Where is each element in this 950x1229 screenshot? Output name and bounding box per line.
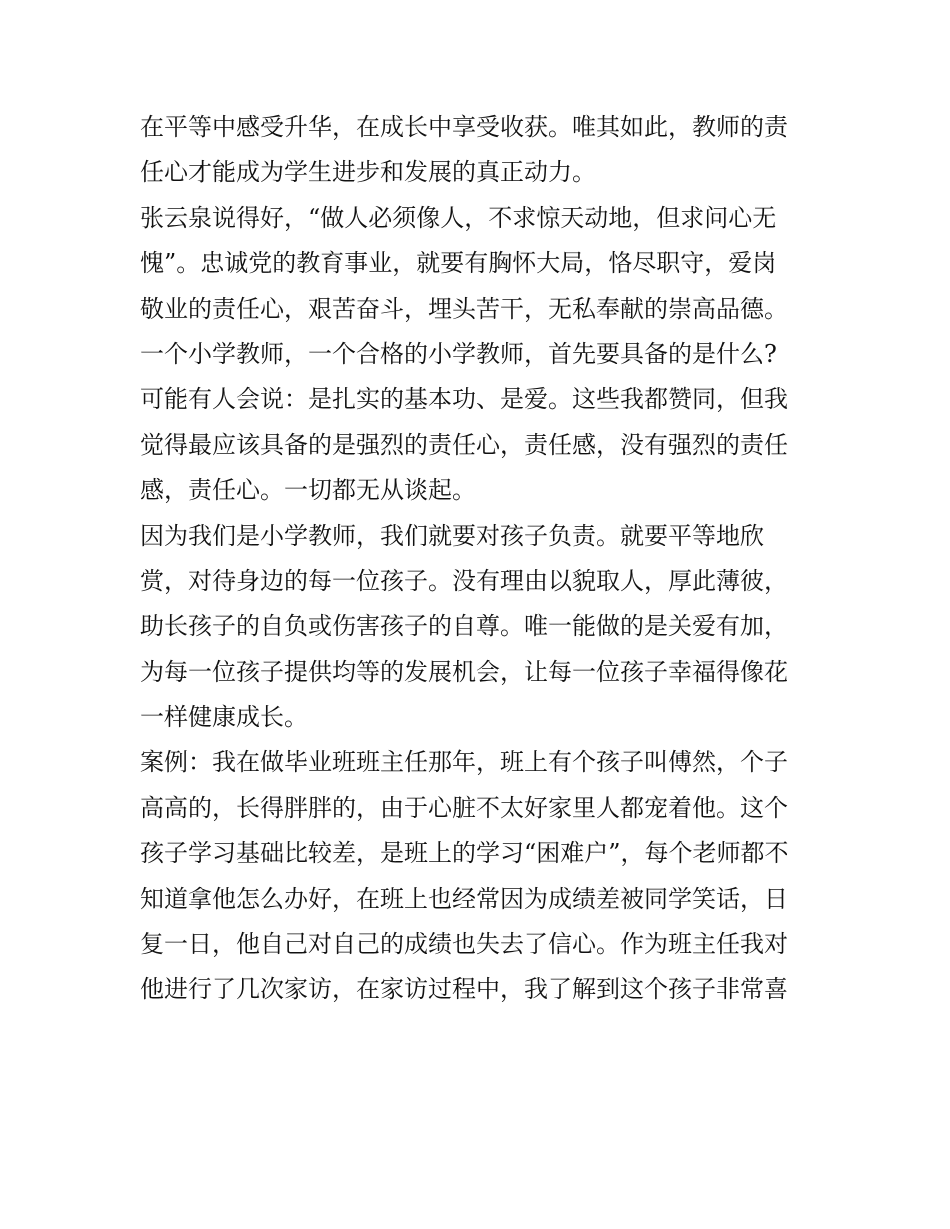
- text-line: 案例：我在做毕业班班主任那年，班上有个孩子叫傅然，个子: [140, 748, 788, 777]
- text-line: 张云泉说得好，“做人必须像人，不求惊天动地，但求问心无: [140, 203, 777, 232]
- text-line: 任心才能成为学生进步和发展的真正动力。: [140, 158, 596, 187]
- text-line: 赏，对待身边的每一位孩子。没有理由以貌取人，厚此薄彼，: [140, 566, 788, 595]
- text-line: 敬业的责任心，艰苦奋斗，埋头苦干，无私奉献的崇高品德。: [140, 294, 788, 323]
- text-line: 他进行了几次家访，在家访过程中，我了解到这个孩子非常喜: [140, 975, 788, 1004]
- text-line: 觉得最应该具备的是强烈的责任心，责任感，没有强烈的责任: [140, 430, 788, 459]
- text-line: 愧”。忠诚党的教育事业，就要有胸怀大局，恪尽职守，爱岗: [140, 249, 777, 278]
- body-text: [140, 105, 820, 1013]
- text-line: 孩子学习基础比较差，是班上的学习“困难户”，每个老师都不: [140, 839, 789, 868]
- text-line: 可能有人会说：是扎实的基本功、是爱。这些我都赞同，但我: [140, 385, 788, 414]
- text-line: 助长孩子的自负或伤害孩子的自尊。唯一能做的是关爱有加，: [140, 612, 788, 641]
- text-line: 感，责任心。一切都无从谈起。: [140, 476, 476, 505]
- text-line: 在平等中感受升华，在成长中享受收获。唯其如此，教师的责: [140, 113, 788, 141]
- text-line: 知道拿他怎么办好，在班上也经常因为成绩差被同学笑话，日: [140, 884, 788, 913]
- text-line: 一样健康成长。: [140, 703, 308, 732]
- text-line: 为每一位孩子提供均等的发展机会，让每一位孩子幸福得像花: [140, 657, 788, 686]
- text-line: 高高的，长得胖胖的，由于心脏不太好家里人都宠着他。这个: [140, 793, 788, 822]
- text-line: 复一日，他自己对自己的成绩也失去了信心。作为班主任我对: [140, 930, 788, 959]
- text-line: 因为我们是小学教师，我们就要对孩子负责。就要平等地欣: [140, 521, 764, 550]
- text-line: 一个小学教师，一个合格的小学教师，首先要具备的是什么?: [140, 339, 777, 368]
